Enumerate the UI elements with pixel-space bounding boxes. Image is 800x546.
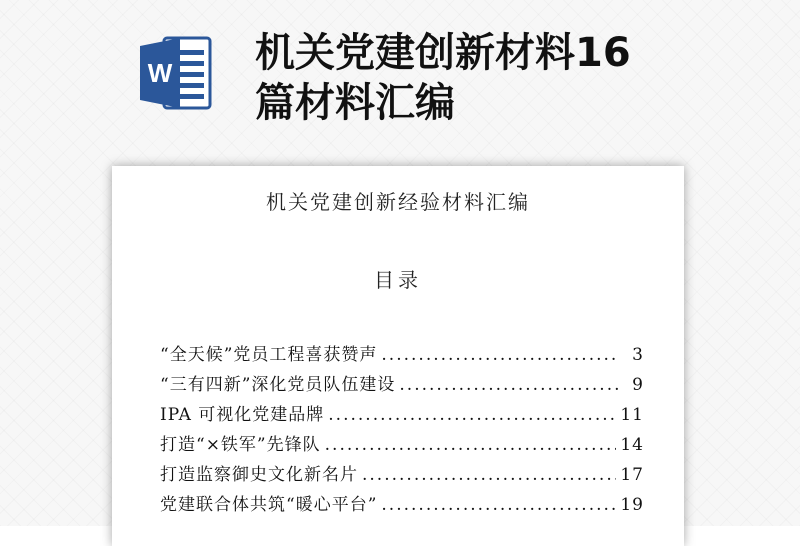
word-icon-letter: W: [147, 58, 173, 88]
document-title: 机关党建创新经验材料汇编: [266, 190, 530, 214]
toc-heading: 目录: [374, 268, 422, 292]
toc-entry-label: “全天候”党员工程喜获赞声: [160, 345, 378, 365]
document-page: [112, 166, 684, 546]
toc-leader-dots: [328, 405, 616, 425]
toc-leader-dots: [399, 375, 618, 395]
toc-entry-label: 党建联合体共筑“暖心平台”: [160, 495, 378, 515]
table-of-contents: [160, 340, 644, 520]
toc-entry-page: 11: [620, 405, 644, 425]
toc-leader-dots: [362, 465, 616, 485]
toc-entry[interactable]: [160, 490, 644, 520]
toc-entry[interactable]: [160, 430, 644, 460]
toc-entry-page: 3: [632, 345, 644, 365]
toc-entry[interactable]: [160, 460, 644, 490]
toc-leader-dots: [325, 435, 617, 455]
toc-entry-page: 9: [632, 375, 644, 395]
toc-entry[interactable]: [160, 400, 644, 430]
toc-entry[interactable]: [160, 370, 644, 400]
toc-entry-page: 14: [620, 435, 644, 455]
toc-entry[interactable]: [160, 340, 644, 370]
toc-entry-label: “三有四新”深化党员队伍建设: [160, 375, 396, 395]
page-title: 机关党建创新材料16篇材料汇编: [255, 30, 631, 126]
toc-leader-dots: [381, 495, 616, 515]
word-document-icon: [140, 34, 212, 112]
toc-entry-label: 打造“×铁军”先锋队: [160, 435, 321, 455]
toc-entry-page: 17: [620, 465, 644, 485]
header-banner: [0, 0, 800, 150]
toc-entry-page: 19: [620, 495, 644, 515]
toc-leader-dots: [381, 345, 618, 365]
toc-entry-label: 打造监察御史文化新名片: [160, 465, 358, 485]
toc-entry-label: IPA 可视化党建品牌: [160, 405, 325, 425]
